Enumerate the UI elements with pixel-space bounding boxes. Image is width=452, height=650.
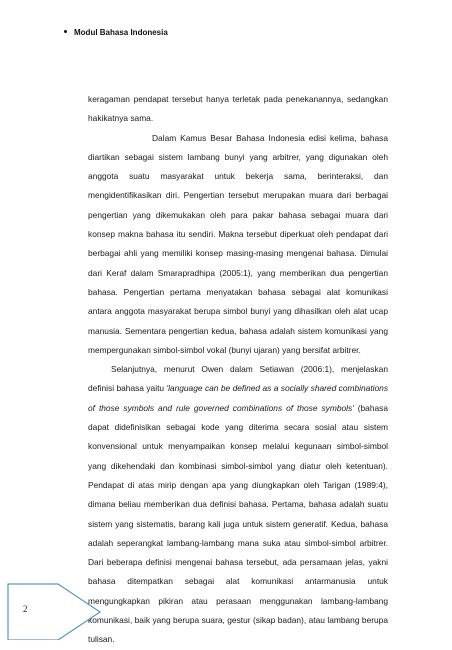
header-title: Modul Bahasa Indonesia xyxy=(74,28,168,37)
page-number-shape xyxy=(0,556,110,640)
page-header xyxy=(64,28,168,37)
quoted-definition: 'language can be defined as a socially shared combinations of those symbols and rule governed combinations of those symbols' xyxy=(88,383,389,413)
paragraph: Dalam Kamus Besar Bahasa Indonesia edisi kelima, bahasa diartikan sebagai sistem lambang bunyi yang arbitrer, yang digunakan oleh anggota suatu masyarakat untuk bekerja sama, berinteraksi, dan mengidentifikasikan diri. Pengertian tersebut merupakan muara dari berbagai pengertian yang dikemukakan oleh para pakar bahasa sebagai muara dari konsep makna bahasa itu sendiri. Makna tersebut diperkuat oleh pendapat dari berbagai ahli yang memiliki konsep masing-masing mengenai bahasa. Dimulai dari Keraf dalam Smarapradhipa (2005:1), yang memberikan dua pengertian bahasa. Pengertian pertama menyatakan bahasa sebagai alat komunikasi antara anggota masyarakat berupa simbol bunyi yang dihasilkan oleh alat ucap manusia. Sementara pengertian kedua, bahasa adalah sistem komunikasi yang mempergunakan simbol-simbol vokal (bunyi ujaran) yang bersifat arbitrer. xyxy=(88,132,388,355)
body-text xyxy=(88,90,388,650)
page-number: 2 xyxy=(23,604,28,614)
paragraph-text: Selanjutnya, menurut Owen dalam Setiawan (2006:1), menjelaskan definisi bahasa yaitu xyxy=(88,364,388,394)
paragraph-text: (bahasa dapat didefinisikan sebagai kode yang diterima secara sosial atau sistem konvensional untuk menyampaikan konsep melalui kegunaan simbol-simbol yang dikehendaki dan kombinasi simbol-simbol yang diatur oleh ketentuan). Pendapat di atas mirip dengan apa yang diungkapkan oleh Tarigan (1989:4), dimana beliau memberikan dua definisi bahasa. Pertama, bahasa adalah suatu sistem yang sistematis, barang kali juga untuk sistem generatif. Kedua, bahasa adalah seperangkat lambang-lambang mana suka atau simbol-simbol arbitrer. Dari beberapa definisi mengenai bahasa tersebut, ada persamaan jelas, yakni bahasa ditempatkan sebagai alat komunikasi antarmanusia untuk mengungkapkan pikiran atau perasaan menggunakan lambang-lambang komunikasi, baik yang berupa suara, gestur (sikap badan), atau lambang berupa tulisan. xyxy=(88,402,389,645)
paragraph: keragaman pendapat tersebut hanya terletak pada penekanannya, sedangkan hakikatnya sama. xyxy=(88,94,388,124)
paragraph xyxy=(88,360,388,649)
bullet-icon xyxy=(64,30,67,33)
